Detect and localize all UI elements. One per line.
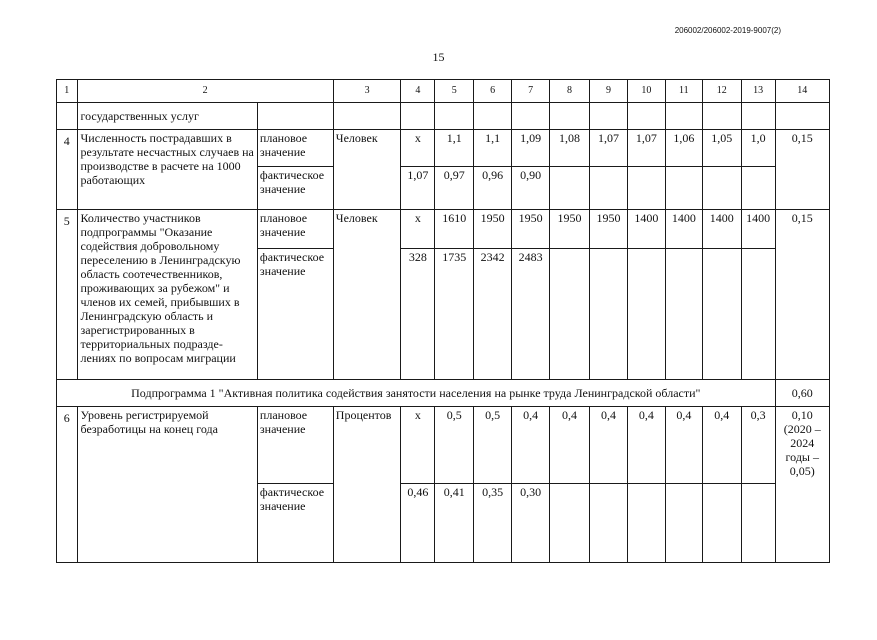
value-cell: 1,09 <box>512 130 550 167</box>
value-cell: 1950 <box>512 210 550 249</box>
table-row-5-plan <box>57 210 830 249</box>
page-number: 15 <box>432 50 445 64</box>
header-cell: 13 <box>741 80 775 103</box>
value-cell <box>702 167 741 210</box>
value-cell: 1,08 <box>550 130 590 167</box>
value-cell: 1400 <box>702 210 741 249</box>
row-number: 6 <box>57 407 78 563</box>
value-type-plan: плановое значение <box>257 130 333 167</box>
value-cell <box>665 167 702 210</box>
value-cell: 0,5 <box>435 407 474 484</box>
header-cell: 6 <box>474 80 512 103</box>
header-cell: 2 <box>77 80 333 103</box>
value-cell <box>590 167 628 210</box>
value-cell <box>741 167 775 210</box>
document-id: 206002/206002-2019-9007(2) <box>674 26 781 35</box>
table-row-6-plan <box>57 407 830 484</box>
value-cell: 1950 <box>590 210 628 249</box>
header-cell: 3 <box>333 80 401 103</box>
value-cell <box>550 484 590 563</box>
value-cell: 0,3 <box>741 407 775 484</box>
value-cell <box>550 249 590 380</box>
weight-cell: 0,15 <box>775 130 829 210</box>
header-cell: 4 <box>401 80 435 103</box>
value-cell <box>627 249 665 380</box>
indicator-name: Уровень регистрируемой безработицы на конец года <box>77 407 257 563</box>
value-cell: 2483 <box>512 249 550 380</box>
value-cell: 0,4 <box>550 407 590 484</box>
value-cell: 1,1 <box>435 130 474 167</box>
value-cell <box>590 249 628 380</box>
value-cell <box>627 484 665 563</box>
indicator-name: Количество участников подпрограммы "Оказание содействия добровольному переселению в Ленинградскую область соотечественников, проживающих за рубежом" и членов их семей, прибывших в Ленинградскую область и зарегистрированных в территориальных подразде-лениях по вопросам миграции <box>77 210 257 380</box>
value-cell: 1,06 <box>665 130 702 167</box>
value-cell <box>627 167 665 210</box>
value-cell: 1,0 <box>741 130 775 167</box>
row-number: 5 <box>57 210 78 380</box>
subprogram-title: Подпрограмма 1 "Активная политика содействия занятости населения на рынке труда Ленинградской области" <box>57 380 776 407</box>
value-cell <box>702 484 741 563</box>
value-cell: х <box>401 130 435 167</box>
header-cell: 11 <box>665 80 702 103</box>
value-cell: 0,46 <box>401 484 435 563</box>
value-cell: 0,96 <box>474 167 512 210</box>
value-cell: 0,35 <box>474 484 512 563</box>
unit: Человек <box>333 130 401 210</box>
value-cell <box>741 249 775 380</box>
value-type-plan: плановое значение <box>257 210 333 249</box>
unit: Процентов <box>333 407 401 563</box>
subprogram-weight: 0,60 <box>775 380 829 407</box>
weight-cell: 0,15 <box>775 210 829 380</box>
weight-cell: 0,10 (2020 – 2024 годы – 0,05) <box>775 407 829 563</box>
value-cell: 0,30 <box>512 484 550 563</box>
value-cell <box>665 484 702 563</box>
value-cell: 1,1 <box>474 130 512 167</box>
value-cell: х <box>401 407 435 484</box>
table-row-continuation <box>57 103 830 130</box>
value-cell <box>741 484 775 563</box>
header-cell: 1 <box>57 80 78 103</box>
value-cell: 1,07 <box>590 130 628 167</box>
value-cell: 1735 <box>435 249 474 380</box>
value-cell: 0,41 <box>435 484 474 563</box>
value-type-fact: фактическое значение <box>257 484 333 563</box>
value-cell: 1400 <box>741 210 775 249</box>
value-cell <box>665 249 702 380</box>
value-cell: 0,4 <box>702 407 741 484</box>
value-cell: 1950 <box>474 210 512 249</box>
indicator-name: Численность пострадавших в результате несчастных случаев на производстве в расчете на 1000 работающих <box>77 130 257 210</box>
value-cell: 1,07 <box>627 130 665 167</box>
header-cell: 8 <box>550 80 590 103</box>
header-row <box>57 80 830 103</box>
value-cell: х <box>401 210 435 249</box>
header-cell: 7 <box>512 80 550 103</box>
value-type-fact: фактическое значение <box>257 167 333 210</box>
value-cell: 1950 <box>550 210 590 249</box>
row-number: 4 <box>57 130 78 210</box>
value-cell <box>550 167 590 210</box>
value-cell: 1400 <box>665 210 702 249</box>
value-cell: 2342 <box>474 249 512 380</box>
header-cell: 14 <box>775 80 829 103</box>
value-cell <box>590 484 628 563</box>
value-cell: 0,4 <box>627 407 665 484</box>
value-type-fact: фактическое значение <box>257 249 333 380</box>
subprogram-row <box>57 380 830 407</box>
indicator-name-continued: государственных услуг <box>77 103 257 130</box>
value-cell: 1610 <box>435 210 474 249</box>
value-cell: 0,4 <box>665 407 702 484</box>
value-cell <box>702 249 741 380</box>
value-cell: 0,97 <box>435 167 474 210</box>
indicators-table <box>56 79 830 563</box>
header-cell: 5 <box>435 80 474 103</box>
value-type-plan: плановое значение <box>257 407 333 484</box>
table-row-4-plan <box>57 130 830 167</box>
header-cell: 9 <box>590 80 628 103</box>
unit: Человек <box>333 210 401 380</box>
value-cell: 0,90 <box>512 167 550 210</box>
value-cell: 0,4 <box>512 407 550 484</box>
value-cell: 0,4 <box>590 407 628 484</box>
value-cell: 0,5 <box>474 407 512 484</box>
value-cell: 1,07 <box>401 167 435 210</box>
header-cell: 10 <box>627 80 665 103</box>
header-cell: 12 <box>702 80 741 103</box>
value-cell: 1,05 <box>702 130 741 167</box>
value-cell: 328 <box>401 249 435 380</box>
value-cell: 1400 <box>627 210 665 249</box>
